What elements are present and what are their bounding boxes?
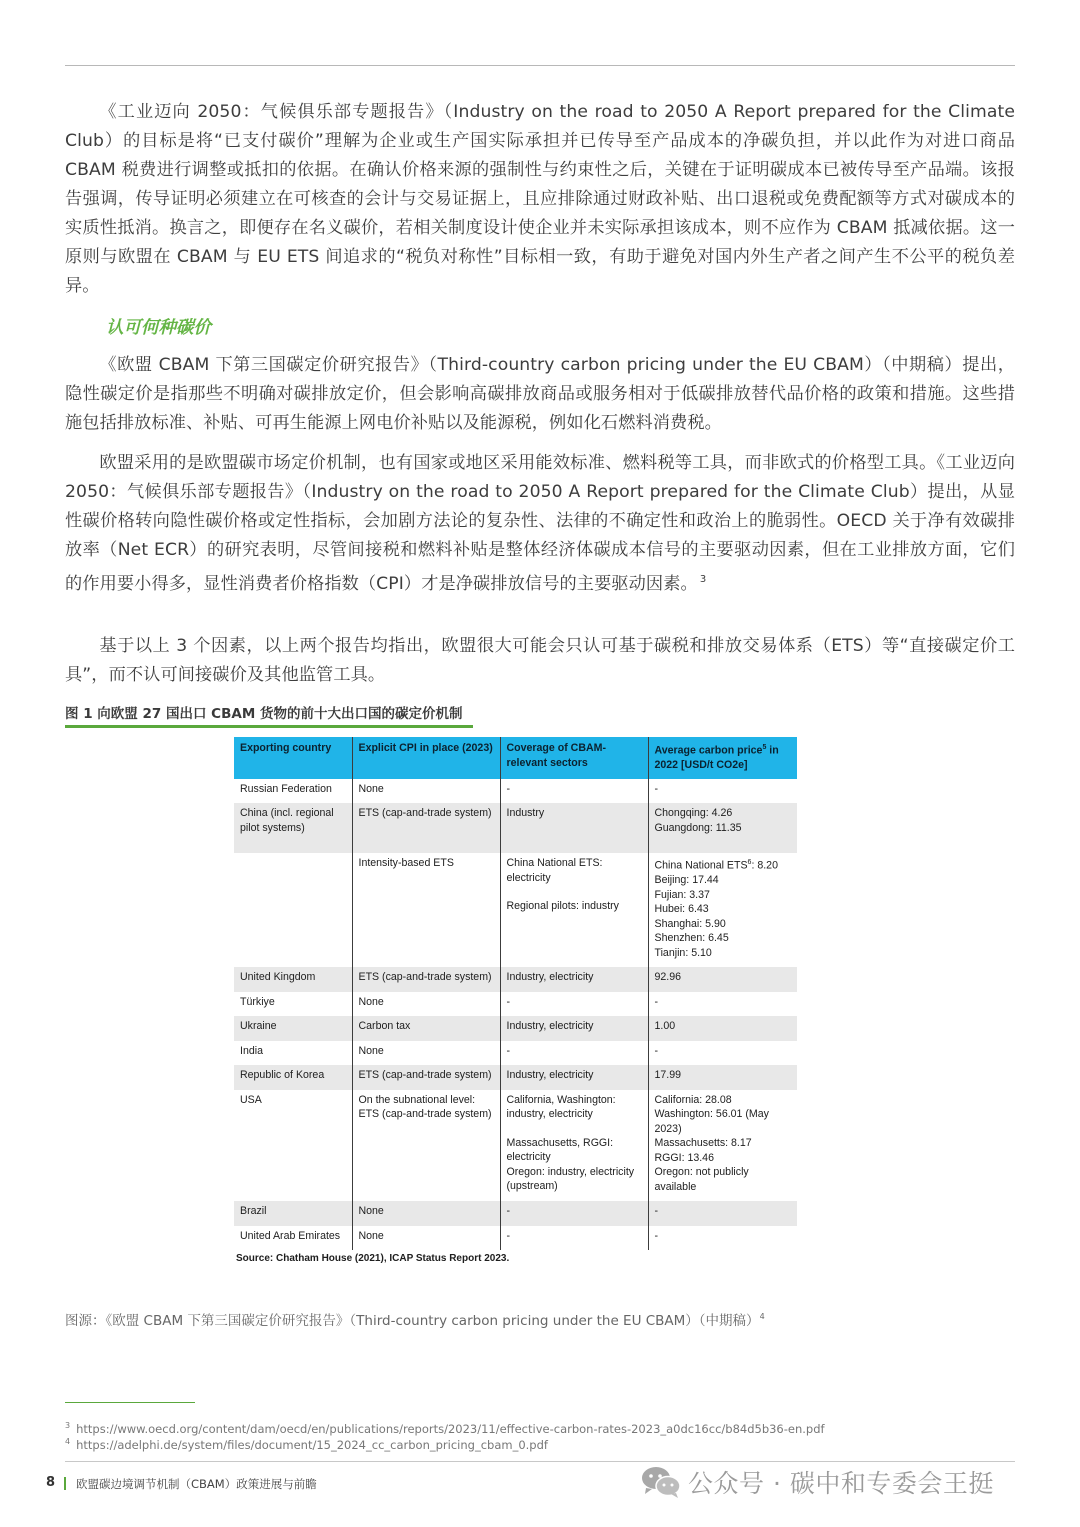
table-row (234, 1090, 797, 1202)
cell-coverage: Industry, electricity (500, 967, 648, 992)
paragraph-implicit-pricing: 《欧盟 CBAM 下第三国碳定价研究报告》（Third-country carbon pricing under the EU CBAM）（中期稿）提出，隐性碳定价是指那些不明确对碳排放定价，但会影响高碳排放商品或服务相对于低碳排放替代品价格的政策和措施。这些措施包括排放标准、补贴、可再生能源上网电价补贴以及能源税，例如化石燃料消费税。 (65, 355, 1015, 433)
header-exporting-country: Exporting country (234, 737, 352, 779)
table-row (234, 1016, 797, 1041)
cell-price: - (648, 1226, 797, 1251)
figure-caption: 图 1 向欧盟 27 国出口 CBAM 货物的前十大出口国的碳定价机制 (65, 706, 463, 722)
watermark-text: 公众号 · 碳中和专委会王挺 (688, 1469, 994, 1498)
footnote-link[interactable]: https://adelphi.de/system/files/document/15_2024_cc_carbon_pricing_cbam_0.pdf (76, 1438, 548, 1452)
cell-country: USA (234, 1090, 352, 1202)
header-coverage: Coverage of CBAM-relevant sectors (500, 737, 648, 779)
cell-price: - (648, 992, 797, 1017)
cell-cpi: Carbon tax (352, 1016, 500, 1041)
cell-price: China National ETS$^6$: 8.20 Beijing: 17.44 Fujian: 3.37 Hubei: 6.43 Shanghai: 5.90 Shenzhen: 6.45 Tianjin: 5.10 (648, 853, 797, 967)
footnote-4: $^4$ https://adelphi.de/system/files/document/15_2024_cc_carbon_pricing_cbam_0.pdf (65, 1437, 548, 1452)
cell-cpi: None (352, 1041, 500, 1066)
page-number: 8 (46, 1475, 56, 1490)
running-title: 欧盟碳边境调节机制（CBAM）政策进展与前瞻 (76, 1477, 317, 1491)
figure-source: 图源：《欧盟 CBAM 下第三国碳定价研究报告》（Third-country carbon pricing under the EU CBAM）（中期稿）$^4$ (65, 1312, 765, 1329)
paragraph-climate-club: 《工业迈向 2050：气候俱乐部专题报告》（Industry on the road to 2050 A Report prepared for the Climate Club）的目标是将“已支付碳价”理解为企业或生产国实际承担并已传导至产品成本的净碳负担，并以此作为对进口商品 CBAM 税费进行调整或抵扣的依据。在确认价格来源的强制性与约束性之后，关键在于证明碳成本已被传导至产品端。该报告强调，传导证明必须建立在可核查的会计与交易证据上，且应排除通过财政补贴、出口退税或免费配额等方式对碳成本的实质性抵消。换言之，即便存在名义碳价，若相关制度设计使企业并未实际承担该成本，则不应作为 CBAM 抵减依据。这一原则与欧盟在 CBAM 与 EU ETS 间追求的“税负对称性”目标相一致，有助于避免对国内外生产者之间产生不公平的税负差异。 (65, 102, 1015, 296)
cell-coverage: Industry, electricity (500, 1016, 648, 1041)
header-average-price: Average carbon price$^5$ in 2022 [USD/t CO2e] (648, 737, 797, 779)
paragraph-explicit-pricing: 欧盟采用的是欧盟碳市场定价机制，也有国家或地区采用能效标准、燃料税等工具，而非欧式的价格型工具。《工业迈向 2050：气候俱乐部专题报告》（Industry on the road to 2050 A Report prepared for the Climate Club）提出，从显性碳价格转向隐性碳价格或定性指标，会加剧方法论的复杂性、法律的不确定性和政治上的脆弱性。OECD 关于净有效碳排放率（Net ECR）的研究表明，尽管间接税和燃料补贴是整体经济体碳成本信号的主要驱动因素，但在工业排放方面，它们的作用要小得多，显性消费者价格指数（CPI）才是净碳排放信号的主要驱动因素。 $^3$ (65, 453, 1015, 594)
cell-cpi: ETS (cap-and-trade system) (352, 803, 500, 853)
table-header-row (234, 737, 797, 779)
footnote-3: $^3$ https://www.oecd.org/content/dam/oecd/en/publications/reports/2023/11/effective-carbon-rates-2023_a0dc16cc/b84d5b36-en.pdf (65, 1421, 825, 1436)
section-heading: 认可何种碳价 (106, 318, 211, 338)
cell-coverage: - (500, 779, 648, 804)
table-row (234, 1065, 797, 1090)
top-divider (65, 65, 1015, 66)
table-row (234, 1226, 797, 1251)
table-row (234, 1201, 797, 1226)
header-explicit-cpi: Explicit CPI in place (2023) (352, 737, 500, 779)
cell-country: United Arab Emirates (234, 1226, 352, 1251)
cell-price: California: 28.08 Washington: 56.01 (May 2023) Massachusetts: 8.17 RGGI: 13.46 Oregon: not publicly available (648, 1090, 797, 1202)
cell-price: - (648, 1201, 797, 1226)
cell-country: Republic of Korea (234, 1065, 352, 1090)
watermark (640, 1462, 994, 1502)
cell-country: Ukraine (234, 1016, 352, 1041)
paragraph-conclusion: 基于以上 3 个因素，以上两个报告均指出，欧盟很大可能会只认可基于碳税和排放交易体系（ETS）等“直接碳定价工具”，而不认可间接碳价及其他监管工具。 (65, 636, 1015, 685)
cell-coverage: - (500, 1226, 648, 1251)
cell-country: Brazil (234, 1201, 352, 1226)
cell-price: Chongqing: 4.26 Guangdong: 11.35 (648, 803, 797, 853)
cell-country: India (234, 1041, 352, 1066)
cell-cpi: None (352, 992, 500, 1017)
table-row (234, 1041, 797, 1066)
carbon-pricing-table (234, 737, 797, 1264)
cell-price: 17.99 (648, 1065, 797, 1090)
cell-country (234, 853, 352, 967)
cell-price: 92.96 (648, 967, 797, 992)
footnote-ref[interactable]: 3 (699, 574, 707, 585)
wechat-icon (640, 1464, 682, 1500)
cell-coverage: Industry (500, 803, 648, 853)
cell-price: - (648, 1041, 797, 1066)
cell-cpi: None (352, 779, 500, 804)
footnote-link[interactable]: https://www.oecd.org/content/dam/oecd/en/publications/reports/2023/11/effective-carbon-rates-2023_a0dc16cc/b84d5b36-en.pdf (76, 1422, 825, 1436)
footnote-ref[interactable]: 4 (759, 1312, 765, 1321)
cell-coverage: - (500, 1201, 648, 1226)
table-source-note: Source: Chatham House (2021), ICAP Status Report 2023. (236, 1253, 510, 1265)
cell-cpi: ETS (cap-and-trade system) (352, 1065, 500, 1090)
cell-price: 1.00 (648, 1016, 797, 1041)
cell-coverage: Industry, electricity (500, 1065, 648, 1090)
cell-country: China (incl. regional pilot systems) (234, 803, 352, 853)
cell-cpi: None (352, 1201, 500, 1226)
cell-cpi: On the subnational level: ETS (cap-and-trade system) (352, 1090, 500, 1202)
cell-coverage: - (500, 1041, 648, 1066)
table-row (234, 779, 797, 804)
table-row (234, 803, 797, 853)
cell-cpi: Intensity-based ETS (352, 853, 500, 967)
cell-cpi: ETS (cap-and-trade system) (352, 967, 500, 992)
cell-cpi: None (352, 1226, 500, 1251)
cell-coverage: - (500, 992, 648, 1017)
table-row (234, 967, 797, 992)
footnote-divider (65, 1402, 195, 1403)
caption-underline (65, 725, 473, 728)
table-row (234, 992, 797, 1017)
table-row (234, 853, 797, 967)
cell-coverage: China National ETS: electricity Regional pilots: industry (500, 853, 648, 967)
cell-country: United Kingdom (234, 967, 352, 992)
page-number-bar (64, 1477, 66, 1490)
cell-coverage: California, Washington: industry, electricity Massachusetts, RGGI: electricity Oregon: industry, electricity (upstream) (500, 1090, 648, 1202)
cell-country: Russian Federation (234, 779, 352, 804)
cell-price: - (648, 779, 797, 804)
cell-country: Türkiye (234, 992, 352, 1017)
